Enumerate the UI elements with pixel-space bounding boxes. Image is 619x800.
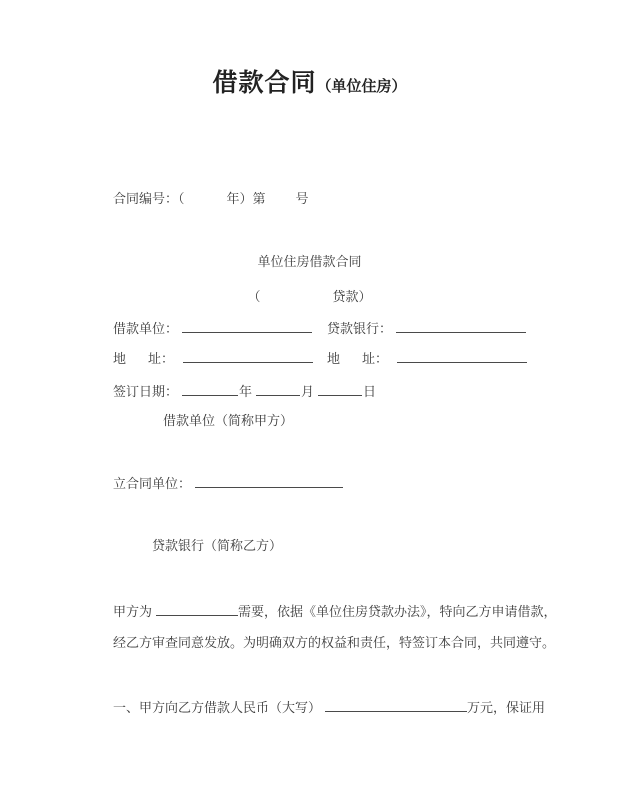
signing-date-year-input[interactable] <box>182 382 238 396</box>
party-b-caption: 贷款银行（简称乙方） <box>152 538 283 553</box>
borrower-organization-input[interactable] <box>182 319 312 333</box>
signing-date-month-unit: 月 <box>301 384 315 399</box>
preamble-line-1 <box>113 596 557 627</box>
contract-number-line <box>113 190 309 208</box>
contract-number-label: 合同编号：（ <box>113 191 185 206</box>
borrower-address-label-char2: 址： <box>148 351 175 366</box>
preamble-line-1-before: 甲方为 <box>113 604 153 619</box>
subtitle-paren-open: （ <box>247 289 261 304</box>
lender-bank-label: 贷款银行： <box>327 321 393 336</box>
title-main-text: 借款合同 <box>212 70 317 97</box>
contract-number-unit: 号 <box>295 191 309 206</box>
borrower-organization-label: 借款单位： <box>113 321 179 336</box>
borrower-address-label-char1: 地 <box>113 351 127 366</box>
clause-one-line <box>113 698 545 717</box>
lender-bank-field <box>327 318 533 337</box>
party-info-form <box>113 318 533 378</box>
page-title <box>0 63 619 99</box>
lender-address-label-char2: 址： <box>362 351 389 366</box>
loan-amount-input[interactable] <box>325 698 467 712</box>
contracting-entity-input[interactable] <box>195 474 343 488</box>
lender-address-label <box>327 348 393 367</box>
signing-date-day-input[interactable] <box>318 382 362 396</box>
borrower-organization-field <box>113 318 327 337</box>
borrower-address-input[interactable] <box>183 349 313 363</box>
lender-bank-input[interactable] <box>396 319 526 333</box>
title-parenthetical-text: （单位住房） <box>316 78 407 95</box>
form-row-organization <box>113 318 533 348</box>
borrower-address-label <box>113 348 179 367</box>
preamble-paragraph <box>113 596 557 658</box>
preamble-line-2: 经乙方审查同意发放。为明确双方的权益和责任，特签订本合同，共同遵守。 <box>113 635 556 650</box>
signing-date-field <box>113 382 376 401</box>
clause-one-before: 一、甲方向乙方借款人民币（大写） <box>113 700 322 715</box>
subtitle-loan-text: 贷款） <box>332 289 372 304</box>
borrower-address-field <box>113 348 327 367</box>
subtitle-primary: 单位住房借款合同 <box>257 254 362 269</box>
lender-address-field <box>327 348 533 367</box>
subtitle-loan-type <box>0 288 619 306</box>
form-row-address <box>113 348 533 378</box>
signing-date-year-unit: 年 <box>239 384 253 399</box>
signing-date-day-unit: 日 <box>363 384 377 399</box>
contract-number-year-unit: 年）第 <box>226 191 266 206</box>
preamble-line-1-after: 需要，依据《单位住房贷款办法》，特向乙方申请借款， <box>238 604 557 619</box>
signing-date-month-input[interactable] <box>256 382 300 396</box>
signing-date-label: 签订日期： <box>113 384 179 399</box>
party-a-caption: 借款单位（简称甲方） <box>163 413 294 428</box>
contracting-entity-field <box>113 474 343 493</box>
clause-one-after: 万元，保证用 <box>467 700 546 715</box>
lender-address-input[interactable] <box>397 349 527 363</box>
lender-address-label-char1: 地 <box>327 351 341 366</box>
loan-purpose-input[interactable] <box>156 602 238 616</box>
contracting-entity-label: 立合同单位： <box>113 476 192 491</box>
